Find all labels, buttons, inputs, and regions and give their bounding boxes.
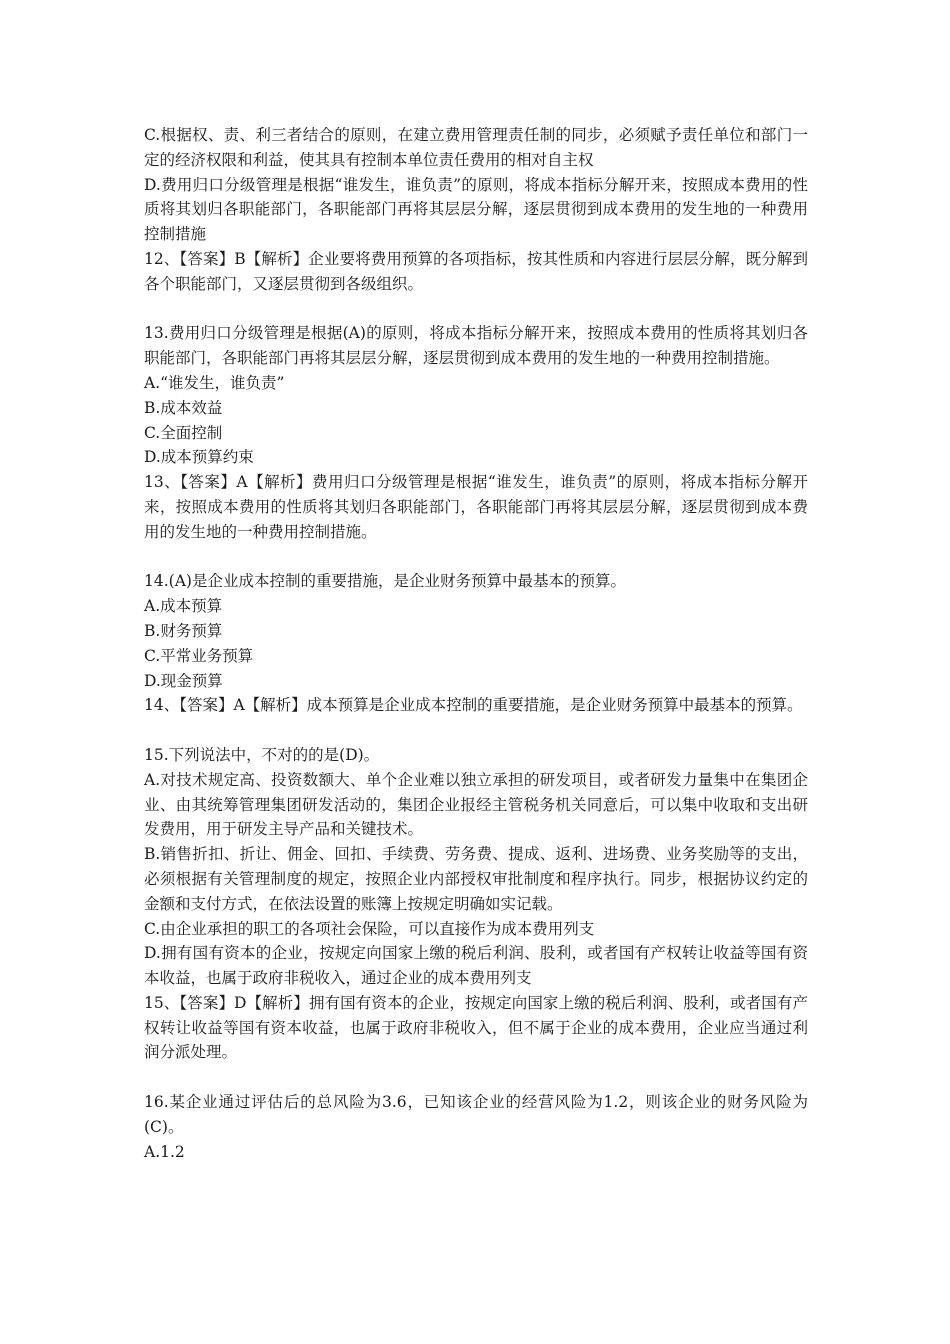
document-paragraph: A.“谁发生，谁负责” [144,373,285,392]
paragraph-gap [144,718,808,743]
paragraph-gap [144,545,808,570]
document-paragraph: B.销售折扣、折让、佣金、回扣、手续费、劳务费、提成、返利、进场费、业务奖励等的支出，必须根据有关管理制度的规定，按照企业内部授权审批制度和程序执行。同步，根据协议约定的金额和支付方式，在依法设置的账簿上按规定明确如实记载。 [144,845,808,913]
document-paragraph: 13.费用归口分级管理是根据(A)的原则，将成本指标分解开来，按照成本费用的性质将其划归各职能部门，各职能部门再将其层层分解，逐层贯彻到成本费用的发生地的一种费用控制措施。 [144,324,808,368]
document-paragraph: C.根据权、责、利三者结合的原则，在建立费用管理责任制的同步，必须赋予责任单位和部门一定的经济权限和利益，使其具有控制本单位责任费用的相对自主权 [144,126,808,169]
document-paragraph: D.拥有国有资本的企业，按规定向国家上缴的税后利润、股利，或者国有产权转让收益等国有资本收益，也属于政府非税收入，通过企业的成本费用列支 [144,944,808,988]
document-paragraph: D.现金预算 [144,671,223,690]
document-paragraph: C.由企业承担的职工的各项社会保险，可以直接作为成本费用列支 [144,919,595,938]
document-paragraph: A.对技术规定高、投资数额大、单个企业难以独立承担的研发项目，或者研发力量集中在集团企业、由其统筹管理集团研发活动的，集团企业报经主管税务机关同意后，可以集中收取和支出研发费用，用于研发主导产品和关键技术。 [144,770,808,839]
document-paragraph: 16.某企业通过评估后的总风险为3.6，已知该企业的经营风险为1.2，则该企业的财务风险为(C)。 [144,1093,808,1136]
document-paragraph: 14.(A)是企业成本控制的重要措施，是企业财务预算中最基本的预算。 [144,572,626,591]
document-paragraph: D.费用归口分级管理是根据“谁发生，谁负责”的原则，将成本指标分解开来，按照成本费用的性质将其划归各职能部门，各职能部门再将其层层分解，逐层贯彻到成本费用的发生地的一种费用控制措施 [144,175,808,244]
document-page [144,123,808,1164]
paragraph-gap [144,1065,808,1090]
document-paragraph: D.成本预算约束 [144,448,254,467]
document-paragraph: 15、【答案】D【解析】拥有国有资本的企业，按规定向国家上缴的税后利润、股利，或者国有产权转让收益等国有资本收益，也属于政府非税收入，但不属于企业的成本费用，企业应当通过利润分派处理。 [144,993,808,1062]
document-paragraph: C.全面控制 [144,423,223,442]
document-paragraph: B.财务预算 [144,621,223,640]
document-paragraph: 13、【答案】A【解析】费用归口分级管理是根据“谁发生，谁负责”的原则，将成本指标分解开来，按照成本费用的性质将其划归各职能部门，各职能部门再将其层层分解，逐层贯彻到成本费用的发生地的一种费用控制措施。 [144,473,808,541]
document-paragraph: 14、【答案】A【解析】成本预算是企业成本控制的重要措施，是企业财务预算中最基本的预算。 [144,696,803,715]
document-paragraph: B.成本效益 [144,398,223,417]
document-paragraph: 12、【答案】B【解析】企业要将费用预算的各项指标，按其性质和内容进行层层分解，既分解到各个职能部门，又逐层贯彻到各级组织。 [144,249,808,293]
document-paragraph: C.平常业务预算 [144,646,254,665]
document-paragraph: 15.下列说法中，不对的的是(D)。 [144,745,380,764]
document-paragraph: A.1.2 [144,1142,185,1161]
paragraph-gap [144,297,808,322]
document-paragraph: A.成本预算 [144,597,223,616]
